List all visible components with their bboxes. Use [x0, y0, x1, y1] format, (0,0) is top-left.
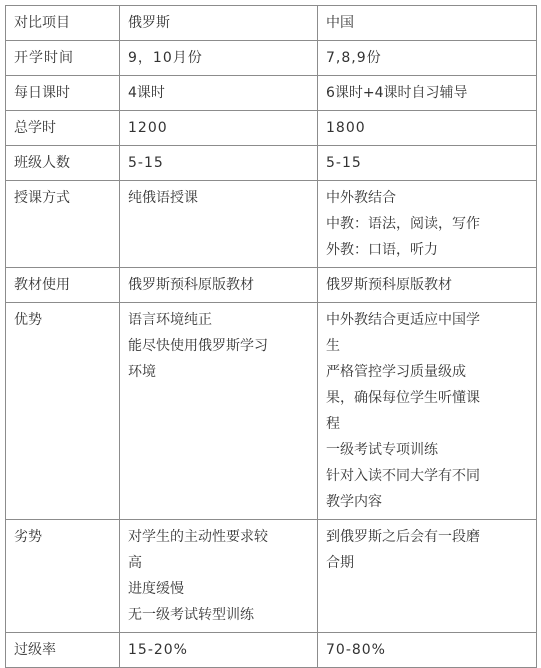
russia-cell [120, 111, 318, 146]
cell-line: 中外教结合更适应中国学 [326, 312, 480, 328]
row-label: 班级人数 [6, 146, 120, 181]
row-label: 过级率 [6, 633, 120, 668]
cell-line: 5-15 [326, 155, 362, 171]
russia-cell [120, 76, 318, 111]
table-row [6, 268, 537, 303]
cell-line: 5-15 [128, 155, 164, 171]
cell-line: 环境 [128, 364, 156, 380]
china-cell [318, 633, 537, 668]
russia-cell [120, 303, 318, 520]
cell-line: 对学生的主动性要求较 [128, 529, 268, 545]
cell-line: 无一级考试转型训练 [128, 607, 254, 623]
cell-line: 高 [128, 555, 142, 571]
cell-line: 到俄罗斯之后会有一段磨 [326, 529, 480, 545]
cell-line: 生 [326, 338, 340, 354]
cell-line: 俄罗斯预科原版教材 [128, 277, 254, 293]
cell-line: 1800 [326, 120, 366, 136]
china-cell [318, 303, 537, 520]
cell-line: 教学内容 [326, 494, 382, 510]
header-russia: 俄罗斯 [120, 6, 318, 41]
header-row [6, 6, 537, 41]
row-label: 劣势 [6, 520, 120, 633]
cell-line: 4课时 [128, 85, 165, 101]
table-row [6, 181, 537, 268]
china-cell [318, 146, 537, 181]
row-label: 授课方式 [6, 181, 120, 268]
cell-line: 15-20% [128, 642, 188, 658]
cell-line: 外教：口语，听力 [326, 242, 438, 258]
cell-line: 语言环境纯正 [128, 312, 212, 328]
cell-line: 俄罗斯预科原版教材 [326, 277, 452, 293]
row-label: 开学时间 [6, 41, 120, 76]
cell-line: 合期 [326, 555, 354, 571]
china-cell [318, 181, 537, 268]
russia-cell [120, 633, 318, 668]
header-china: 中国 [318, 6, 537, 41]
cell-line: 中教：语法，阅读，写作 [326, 216, 480, 232]
cell-line: 进度缓慢 [128, 581, 184, 597]
cell-line: 针对入读不同大学有不同 [326, 468, 480, 484]
russia-cell [120, 41, 318, 76]
row-label: 优势 [6, 303, 120, 520]
table-row [6, 520, 537, 633]
cell-line: 7,8,9份 [326, 50, 382, 66]
russia-cell [120, 146, 318, 181]
cell-line: 中外教结合 [326, 190, 396, 206]
cell-line: 70-80% [326, 642, 386, 658]
china-cell [318, 76, 537, 111]
header-item: 对比项目 [6, 6, 120, 41]
china-cell [318, 268, 537, 303]
row-label: 教材使用 [6, 268, 120, 303]
russia-cell [120, 181, 318, 268]
comparison-table [5, 5, 537, 668]
cell-line: 能尽快使用俄罗斯学习 [128, 338, 268, 354]
row-label: 总学时 [6, 111, 120, 146]
china-cell [318, 111, 537, 146]
table-row [6, 111, 537, 146]
table-row [6, 146, 537, 181]
row-label: 每日课时 [6, 76, 120, 111]
cell-line: 程 [326, 416, 340, 432]
cell-line: 一级考试专项训练 [326, 442, 438, 458]
table-row [6, 41, 537, 76]
cell-line: 果，确保每位学生听懂课 [326, 390, 480, 406]
cell-line: 6课时+4课时自习辅导 [326, 85, 468, 101]
cell-line: 纯俄语授课 [128, 190, 198, 206]
cell-line: 9，10月份 [128, 50, 203, 66]
cell-line: 严格管控学习质量级成 [326, 364, 466, 380]
russia-cell [120, 268, 318, 303]
china-cell [318, 41, 537, 76]
cell-line: 1200 [128, 120, 168, 136]
russia-cell [120, 520, 318, 633]
table-row [6, 76, 537, 111]
table-row [6, 633, 537, 668]
table-row [6, 303, 537, 520]
china-cell [318, 520, 537, 633]
